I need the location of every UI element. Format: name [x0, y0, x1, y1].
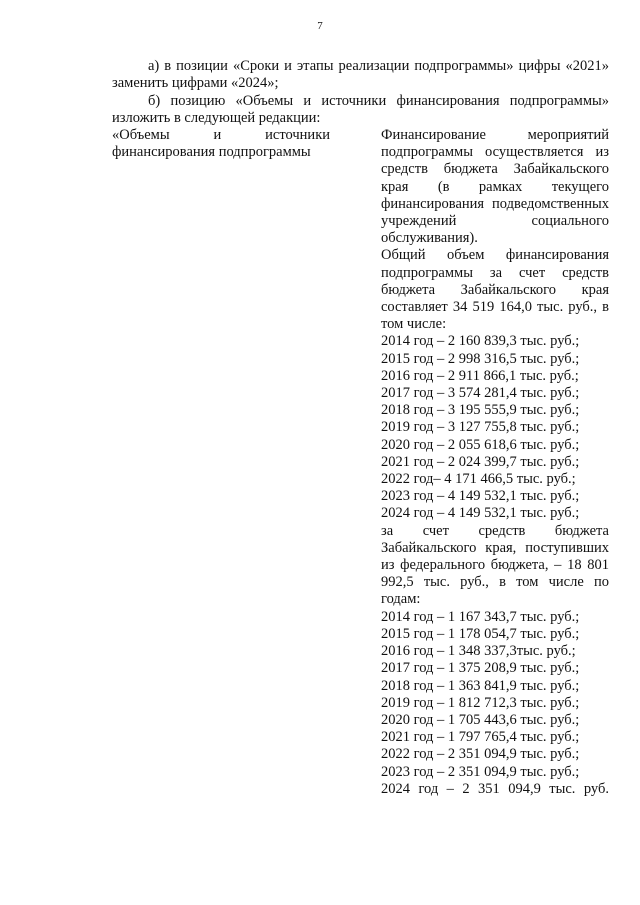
list-item: 2015 год – 1 178 054,7 тыс. руб.;: [381, 625, 580, 642]
list-item: 2016 год – 2 911 866,1 тыс. руб.;: [381, 367, 579, 384]
list-item: 2021 год – 2 024 399,7 тыс. руб.;: [381, 453, 580, 470]
list-item: 2016 год – 1 348 337,3тыс. руб.;: [381, 643, 576, 660]
list-item: 2017 год – 1 375 208,9 тыс. руб.;: [381, 660, 580, 677]
amendment-item-b: б) позицию «Объемы и источники финансирования подпрограммы» изложить в следующей редакции:: [112, 93, 609, 127]
federal-last-line: 2024 год – 2 351 094,9 тыс. руб.: [381, 780, 609, 797]
total-by-year-list: [381, 333, 609, 522]
table-left-heading: «Объемы и источники финансирования подпрограммы: [112, 127, 330, 161]
list-item: 2018 год – 3 195 555,9 тыс. руб.;: [381, 402, 580, 419]
list-item: 2015 год – 2 998 316,5 тыс. руб.;: [381, 350, 580, 367]
list-item: 2023 год – 4 149 532,1 тыс. руб.;: [381, 488, 580, 505]
list-item: 2023 год – 2 351 094,9 тыс. руб.;: [381, 763, 580, 780]
list-item: 2024 год – 4 149 532,1 тыс. руб.;: [381, 505, 580, 522]
list-item: 2020 год – 2 055 618,6 тыс. руб.;: [381, 436, 580, 453]
list-item: 2017 год – 3 574 281,4 тыс. руб.;: [381, 385, 580, 402]
list-item: 2022 год– 4 171 466,5 тыс. руб.;: [381, 471, 576, 488]
page-number: 7: [317, 20, 323, 32]
federal-by-year-list: [381, 609, 609, 781]
list-item: 2019 год – 3 127 755,8 тыс. руб.;: [381, 419, 580, 436]
table-right-column: [381, 127, 609, 798]
list-item: 2022 год – 2 351 094,9 тыс. руб.;: [381, 746, 580, 763]
list-item: 2014 год – 1 167 343,7 тыс. руб.;: [381, 608, 580, 625]
federal-financing-text: за счет средств бюджета Забайкальского края, поступивших из федерального бюджета, – 18 801 992,5 тыс. руб., в том числе по годам:: [381, 522, 609, 608]
list-item: 2019 год – 1 812 712,3 тыс. руб.;: [381, 694, 580, 711]
list-item: 2014 год – 2 160 839,3 тыс. руб.;: [381, 333, 580, 350]
list-item: 2020 год – 1 705 443,6 тыс. руб.;: [381, 711, 580, 728]
total-financing-text: Общий объем финансирования подпрограммы за счет средств бюджета Забайкальского края составляет 34 519 164,0 тыс. руб., в том числе:: [381, 247, 609, 333]
financing-source-text: Финансирование мероприятий подпрограммы осуществляется из средств бюджета Забайкальского края (в рамках текущего финансирования подведомственных учреждений социального обслуживания).: [381, 127, 609, 247]
list-item: 2018 год – 1 363 841,9 тыс. руб.;: [381, 677, 580, 694]
list-item: 2021 год – 1 797 765,4 тыс. руб.;: [381, 729, 580, 746]
amendment-item-a: а) в позиции «Сроки и этапы реализации подпрограммы» цифры «2021» заменить цифрами «2024»;: [112, 58, 609, 92]
